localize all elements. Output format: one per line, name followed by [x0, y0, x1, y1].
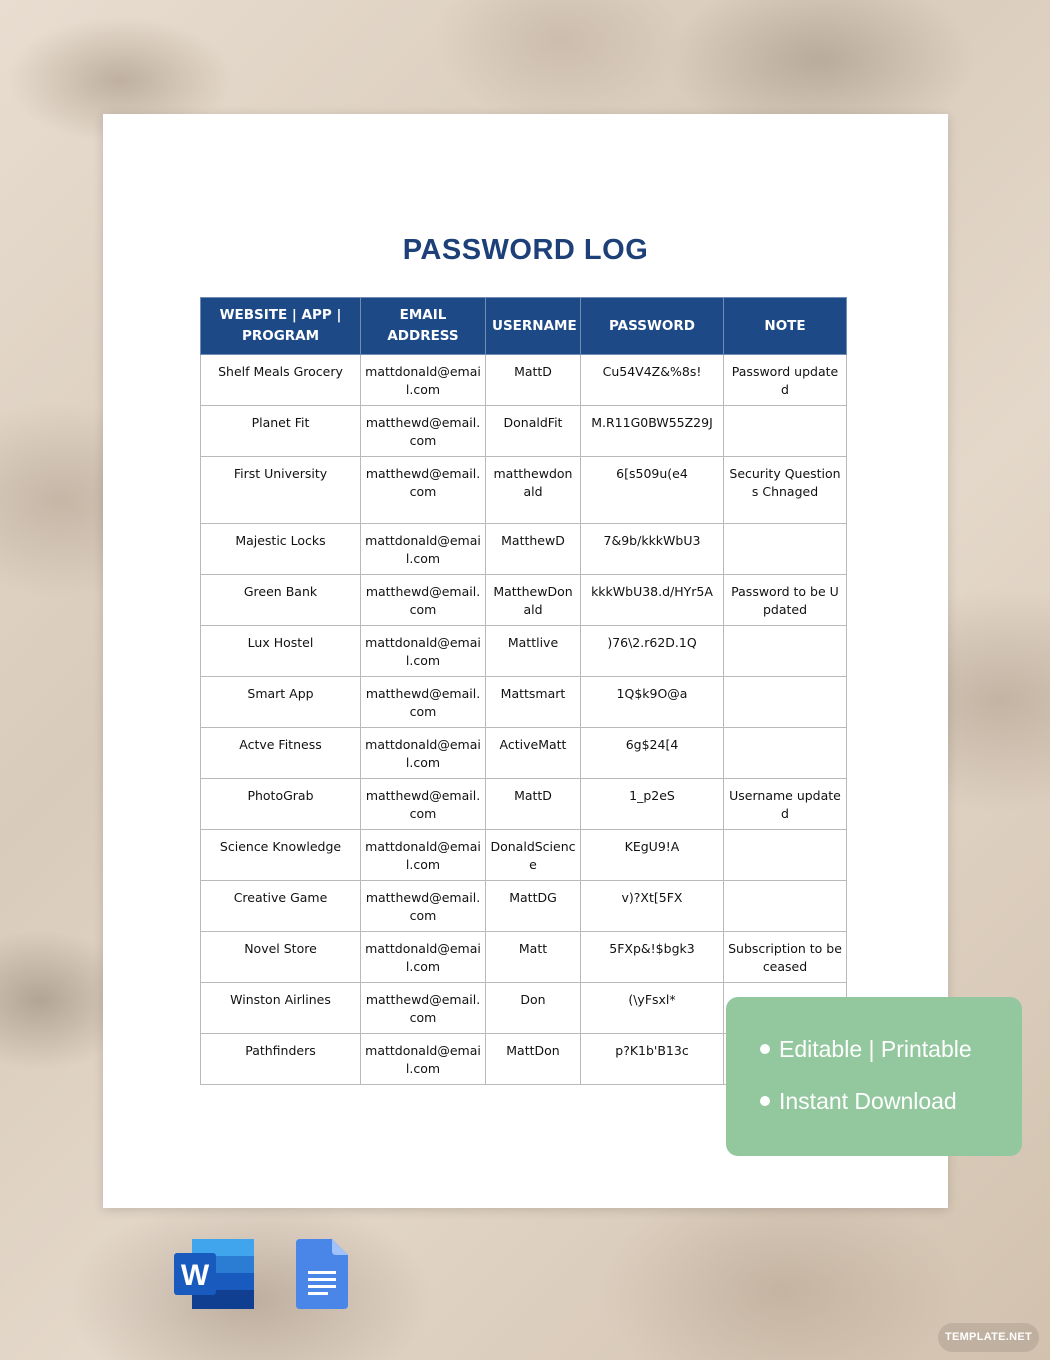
cell-email: matthewd@email.com	[361, 406, 486, 457]
cell-password: 5FXp&!$bgk3	[581, 932, 724, 983]
cell-email: mattdonald@email.com	[361, 355, 486, 406]
cell-username: ActiveMatt	[486, 728, 581, 779]
cell-note: Username updated	[724, 779, 847, 830]
table-row	[201, 406, 847, 457]
cell-username: matthewdonald	[486, 457, 581, 524]
cell-username: MatthewD	[486, 524, 581, 575]
cell-email: matthewd@email.com	[361, 983, 486, 1034]
column-header-password: PASSWORD	[581, 298, 724, 355]
cell-password: )76\2.r62D.1Q	[581, 626, 724, 677]
table-row	[201, 626, 847, 677]
cell-website: Lux Hostel	[201, 626, 361, 677]
cell-username: Matt	[486, 932, 581, 983]
cell-website: Shelf Meals Grocery	[201, 355, 361, 406]
cell-username: MattDG	[486, 881, 581, 932]
cell-email: mattdonald@email.com	[361, 1034, 486, 1085]
cell-website: PhotoGrab	[201, 779, 361, 830]
table-header-row	[201, 298, 847, 355]
cell-note	[724, 881, 847, 932]
cell-username: MattDon	[486, 1034, 581, 1085]
cell-website: Creative Game	[201, 881, 361, 932]
microsoft-word-icon[interactable]	[174, 1239, 254, 1309]
feature-label: Editable | Printable	[779, 1036, 972, 1062]
cell-username: Mattlive	[486, 626, 581, 677]
table-row	[201, 355, 847, 406]
cell-password: p?K1b'B13c	[581, 1034, 724, 1085]
cell-password: kkkWbU38.d/HYr5A	[581, 575, 724, 626]
cell-email: mattdonald@email.com	[361, 932, 486, 983]
cell-username: MattD	[486, 779, 581, 830]
cell-email: matthewd@email.com	[361, 457, 486, 524]
cell-website: Green Bank	[201, 575, 361, 626]
feature-item	[760, 1029, 1022, 1081]
cell-email: mattdonald@email.com	[361, 728, 486, 779]
cell-website: Actve Fitness	[201, 728, 361, 779]
cell-username: Mattsmart	[486, 677, 581, 728]
cell-website: Planet Fit	[201, 406, 361, 457]
table-row	[201, 677, 847, 728]
column-header-username: USERNAME	[486, 298, 581, 355]
column-header-email: EMAIL ADDRESS	[361, 298, 486, 355]
cell-username: MatthewDonald	[486, 575, 581, 626]
cell-password: 6g$24[4	[581, 728, 724, 779]
features-list	[726, 997, 1022, 1133]
table-row	[201, 457, 847, 524]
cell-note: Security Questions Chnaged	[724, 457, 847, 524]
svg-text:W: W	[180, 1259, 210, 1292]
cell-website: First University	[201, 457, 361, 524]
table-row	[201, 524, 847, 575]
cell-note	[724, 626, 847, 677]
cell-website: Smart App	[201, 677, 361, 728]
cell-username: DonaldScience	[486, 830, 581, 881]
bullet-icon	[760, 1096, 770, 1106]
cell-password: 1_p2eS	[581, 779, 724, 830]
cell-note	[724, 728, 847, 779]
cell-website: Science Knowledge	[201, 830, 361, 881]
cell-note: Password updated	[724, 355, 847, 406]
cell-password: 1Q$k9O@a	[581, 677, 724, 728]
table-row	[201, 779, 847, 830]
google-docs-icon[interactable]	[296, 1239, 348, 1309]
cell-password: KEgU9!A	[581, 830, 724, 881]
features-badge	[726, 997, 1022, 1156]
cell-email: matthewd@email.com	[361, 575, 486, 626]
cell-password: 7&9b/kkkWbU3	[581, 524, 724, 575]
cell-email: mattdonald@email.com	[361, 830, 486, 881]
cell-email: matthewd@email.com	[361, 881, 486, 932]
cell-email: matthewd@email.com	[361, 677, 486, 728]
feature-label: Instant Download	[779, 1088, 957, 1114]
column-header-note: NOTE	[724, 298, 847, 355]
password-log-table	[200, 297, 847, 1085]
cell-password: Cu54V4Z&%8s!	[581, 355, 724, 406]
cell-password: v)?Xt[5FX	[581, 881, 724, 932]
table-row	[201, 830, 847, 881]
table-row	[201, 575, 847, 626]
cell-note	[724, 830, 847, 881]
column-header-website: WEBSITE | APP | PROGRAM	[201, 298, 361, 355]
cell-website: Majestic Locks	[201, 524, 361, 575]
document-title: PASSWORD LOG	[402, 234, 649, 266]
cell-password: M.R11G0BW55Z29J	[581, 406, 724, 457]
table-row	[201, 881, 847, 932]
bullet-icon	[760, 1044, 770, 1054]
cell-website: Winston Airlines	[201, 983, 361, 1034]
cell-password: 6[s509u(e4	[581, 457, 724, 524]
cell-website: Novel Store	[201, 932, 361, 983]
cell-note: Password to be Updated	[724, 575, 847, 626]
cell-username: DonaldFit	[486, 406, 581, 457]
cell-email: matthewd@email.com	[361, 779, 486, 830]
template-net-watermark: TEMPLATE.NET	[938, 1323, 1039, 1352]
cell-note: Subscription to be ceased	[724, 932, 847, 983]
cell-email: mattdonald@email.com	[361, 626, 486, 677]
cell-note	[724, 677, 847, 728]
table-row	[201, 728, 847, 779]
cell-username: Don	[486, 983, 581, 1034]
feature-item	[760, 1081, 1022, 1133]
cell-note	[724, 524, 847, 575]
cell-email: mattdonald@email.com	[361, 524, 486, 575]
cell-note	[724, 406, 847, 457]
cell-username: MattD	[486, 355, 581, 406]
cell-website: Pathfinders	[201, 1034, 361, 1085]
table-row	[201, 932, 847, 983]
cell-password: (\yFsxl*	[581, 983, 724, 1034]
